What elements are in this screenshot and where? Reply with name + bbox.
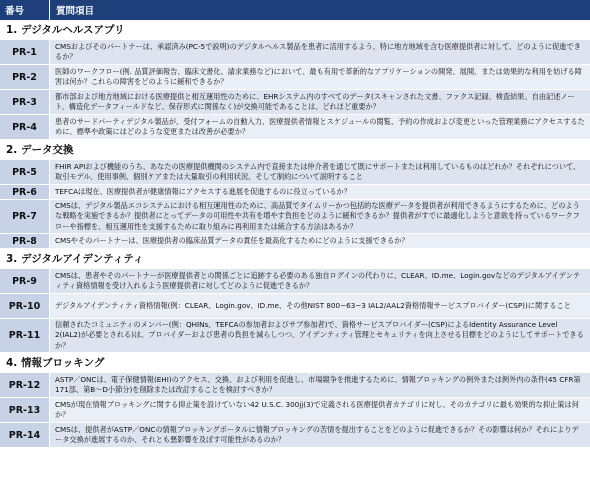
row-question: CMSが現在情報ブロッキングに関する抑止策を設けていない42 U.S.C. 300jj(3)で定義される医療提供者カテゴリに対し、そのカテゴリに最も効果的な抑止策は何か？ — [50, 398, 590, 422]
row-question: 信頼されたコミュニティのメンバー(例：QHINs、TEFCAの参加者およびサブ参加者)で、資格サービスプロバイダー(CSP)によるIdentity Assurance Level 2(IAL2)が必要とされる)は、プロバイダーおよび患者の負担を減らしつつ、アイデンティティ管理とセキュリティを向上させる目標をどのようにしてサポートできるか？ — [50, 319, 590, 352]
table-row — [0, 65, 590, 90]
row-question: CMSおよびそのパートナーは、承認済み(PC-5で説明)のデジタルヘルス製品を患者に活用するよう、特に地方地域を含む医療提供者に対して、どのように促進できるか？ — [50, 40, 590, 64]
row-question: ASTP／ONCは、電子保健情報(EHI)のアクセス、交換、および利用を促進し、市場競争を推進するために、情報ブロッキングの例外または例外内の条件(45 CFR第171部、第B〜D小節分)を削除または改訂することを検討すべきか？ — [50, 373, 590, 397]
table-row — [0, 234, 590, 249]
table-row — [0, 373, 590, 398]
row-question: CMSやそのパートナーは、医療提供者の臨床品質データの責任を最高化するためにどのように支援できるか？ — [50, 234, 590, 248]
section-title: 4. 情報ブロッキング — [0, 353, 590, 373]
row-id: PR-3 — [0, 90, 50, 114]
row-question: デジタルアイデンティティ資格情報(例：CLEAR、Login.gov、ID.me、その他NIST 800−63−3 IAL2/AAL2資格情報サービスプロバイダー(CSP))に関すること — [50, 294, 590, 318]
section-rows — [0, 269, 590, 353]
row-id: PR-12 — [0, 373, 50, 397]
row-question: CMSは、患者やそのパートナーが医療提供者との関係ごとに追跡する必要のある独自ログインの代わりに、CLEAR、ID.me、Login.govなどのデジタルアイデンティティ資格情報を受け入れるよう医療提供者に対してどのように促進できるか？ — [50, 269, 590, 293]
row-id: PR-2 — [0, 65, 50, 89]
row-question: CMSは、提供者がASTP／ONCの情報ブロッキングポータルに情報ブロッキングの苦情を提出することをどのように促進できるか？その影響は何か？それによりデータ交換が進展するのか、それとも悪影響を及ぼす可能性があるのか？ — [50, 423, 590, 447]
row-question: CMSは、デジタル製品エコシステムにおける相互運用性のために、高品質でタイムリーかつ包括的な医療データを提供者が利用できるようにするために、どのような戦略を実施できるか？提供者にとってデータの可用性や共有を増やす負担をどのように緩和できるか？提供者がすでに最適化しようと意欲を持っているワークフローや指標を、相互運用性を支援するために取り組みに再利用または統合する方法はあるか？ — [50, 200, 590, 233]
row-id: PR-5 — [0, 160, 50, 184]
row-id: PR-8 — [0, 234, 50, 248]
header-question: 質問項目 — [56, 6, 95, 17]
table-row — [0, 269, 590, 294]
row-id: PR-11 — [0, 319, 50, 352]
table-row — [0, 90, 590, 115]
table-header — [0, 0, 590, 20]
section-title: 3. デジタルアイデンティティ — [0, 249, 590, 269]
sections-container — [0, 20, 590, 504]
row-id: PR-13 — [0, 398, 50, 422]
table-row — [0, 398, 590, 423]
row-question: FHIR APIおよび機能のうち、あなたの医療提供機関のシステム内で直接または仲介者を通じて既にサポートまたは利用しているものはどれか？それぞれについて、取引モデル、使用事例、個別ケアまたは大量取引の利用状況、そして制約について説明すること — [50, 160, 590, 184]
row-id: PR-10 — [0, 294, 50, 318]
section-rows — [0, 160, 590, 249]
table-row — [0, 115, 590, 140]
row-id: PR-6 — [0, 185, 50, 199]
table-row — [0, 294, 590, 319]
section-title: 1. デジタルヘルスアプリ — [0, 20, 590, 40]
row-id: PR-1 — [0, 40, 50, 64]
row-id: PR-4 — [0, 115, 50, 139]
row-id: PR-7 — [0, 200, 50, 233]
table-row — [0, 423, 590, 448]
table-row — [0, 319, 590, 353]
table-row — [0, 200, 590, 234]
row-question: 医師のワークフロー(例. 品質評価報告、臨床文書化、請求業務など)において、最も有用で革新的なアプリケーションの開発、展開、または効果的な利用を妨げる障害は何か？これらの障害をどのように緩和できるか？ — [50, 65, 590, 89]
row-id: PR-14 — [0, 423, 50, 447]
row-question: 都市部および地方地域における医療提供と相互運用性のために、EHRシステム内のすべてのデータ(スキャンされた文書、ファクス記録、検査結果、自由記述ノート、構造化データフィールドなど、保存形式に関係なく)が交換可能であることは、どれほど重要か？ — [50, 90, 590, 114]
section-title: 2. データ交換 — [0, 140, 590, 160]
table-row — [0, 40, 590, 65]
row-question: TEFCAは現在、医療提供者が健康情報にアクセスする進展を促進するのに役立っているか？ — [50, 185, 590, 199]
table-row — [0, 185, 590, 200]
header-id: 番号 — [0, 0, 50, 20]
table-row — [0, 160, 590, 185]
section-rows — [0, 373, 590, 448]
row-id: PR-9 — [0, 269, 50, 293]
row-question: 患者のサードパーティデジタル製品が、受付フォームの自動入力、医療提供者情報とスケジュールの閲覧、予約の作成および変更といった管理業務にアクセスするために、標準や政策にはどのような変更または改善が必要か？ — [50, 115, 590, 139]
section-rows — [0, 40, 590, 140]
